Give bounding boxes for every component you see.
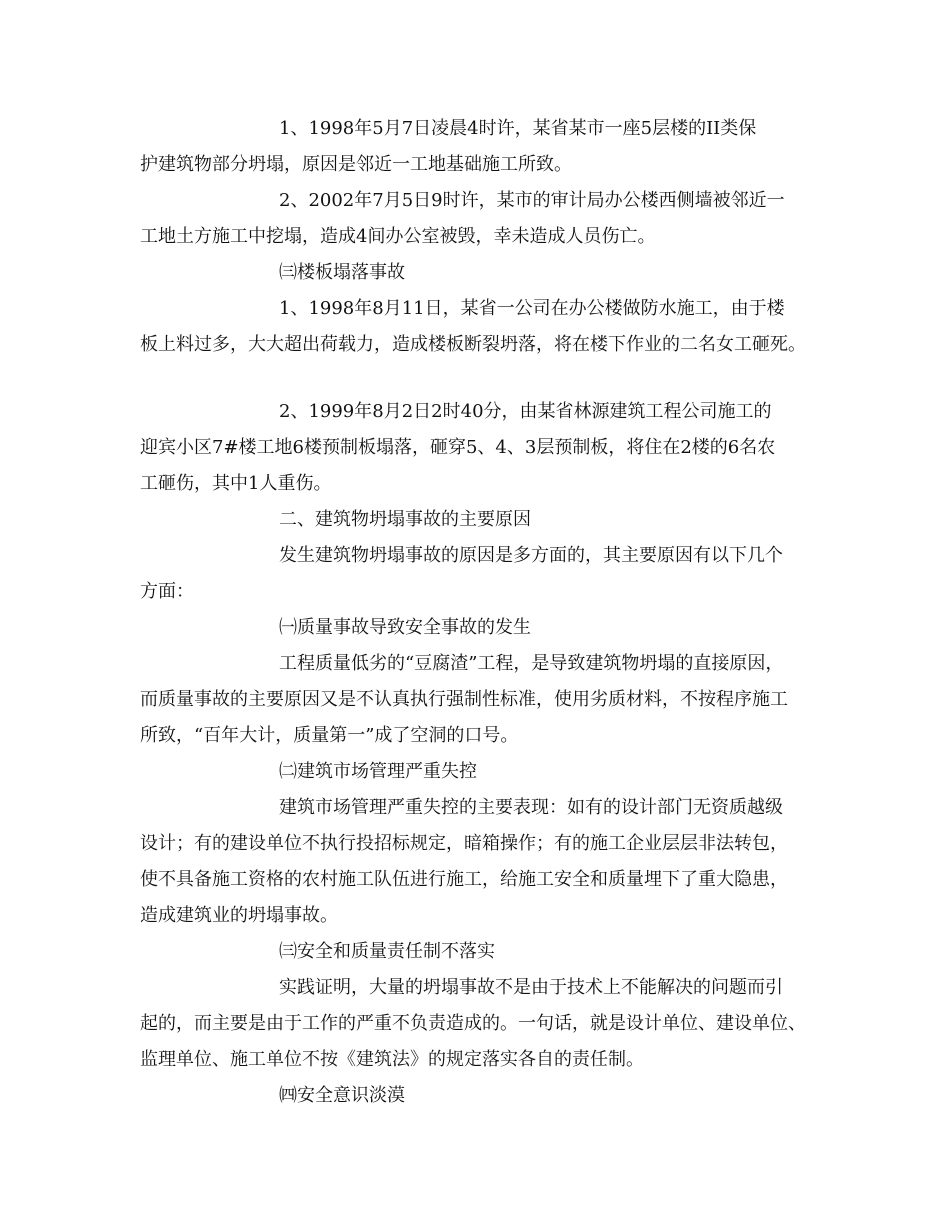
paragraph-line: 造成建筑业的坍塌事故。 (140, 905, 338, 926)
section-heading: ㈢楼板塌落事故 (279, 262, 405, 283)
section-heading: ㈠质量事故导致安全事故的发生 (279, 617, 531, 638)
paragraph-line: 设计；有的建设单位不执行投招标规定，暗箱操作；有的施工企业层层非法转包， (140, 833, 788, 854)
section-heading: ㈡建筑市场管理严重失控 (279, 761, 477, 782)
paragraph-line: 方面： (140, 581, 194, 602)
paragraph-line: 使不具备施工资格的农村施工队伍进行施工，给施工安全和质量埋下了重大隐患， (140, 869, 788, 890)
paragraph-line: 而质量事故的主要原因又是不认真执行强制性标准，使用劣质材料，不按程序施工 (140, 689, 788, 710)
paragraph-line: 实践证明，大量的坍塌事故不是由于技术上不能解决的问题而引 (279, 977, 783, 998)
paragraph-line: 板上料过多，大大超出荷载力，造成楼板断裂坍落，将在楼下作业的二名女工砸死。 (140, 334, 806, 355)
paragraph-line: 护建筑物部分坍塌，原因是邻近一工地基础施工所致。 (140, 154, 572, 175)
section-heading: 二、建筑物坍塌事故的主要原因 (279, 509, 531, 530)
paragraph-line: 起的，而主要是由于工作的严重不负责造成的。一句话，就是设计单位、建设单位、 (140, 1013, 806, 1034)
paragraph-line: 1、1998年8月11日，某省一公司在办公楼做防水施工，由于楼 (279, 298, 785, 319)
paragraph-line: 工砸伤，其中1人重伤。 (140, 473, 332, 494)
paragraph-line: 所致，“百年大计，质量第一”成了空洞的口号。 (140, 725, 519, 746)
paragraph-line: 2、1999年8月2日2时40分，由某省林源建筑工程公司施工的 (279, 401, 772, 422)
paragraph-line: 迎宾小区7#楼工地6楼预制板塌落，砸穿5、4、3层预制板，将住在2楼的6名农 (140, 437, 776, 458)
section-heading: ㈣安全意识淡漠 (279, 1085, 405, 1106)
paragraph-line: 建筑市场管理严重失控的主要表现：如有的设计部门无资质越级 (279, 797, 783, 818)
paragraph-line: 工程质量低劣的“豆腐渣”工程，是导致建筑物坍塌的直接原因， (279, 653, 784, 674)
paragraph-line: 1、1998年5月7日凌晨4时许，某省某市一座5层楼的II类保 (279, 118, 757, 139)
paragraph-line: 监理单位、施工单位不按《建筑法》的规定落实各自的责任制。 (140, 1049, 644, 1070)
section-heading: ㈢安全和质量责任制不落实 (279, 941, 495, 962)
paragraph-line: 工地土方施工中挖塌，造成4间办公室被毁，幸未造成人员伤亡。 (140, 226, 656, 247)
paragraph-line: 2、2002年7月5日9时许，某市的审计局办公楼西侧墙被邻近一 (279, 190, 785, 211)
paragraph-line: 发生建筑物坍塌事故的原因是多方面的，其主要原因有以下几个 (279, 545, 783, 566)
